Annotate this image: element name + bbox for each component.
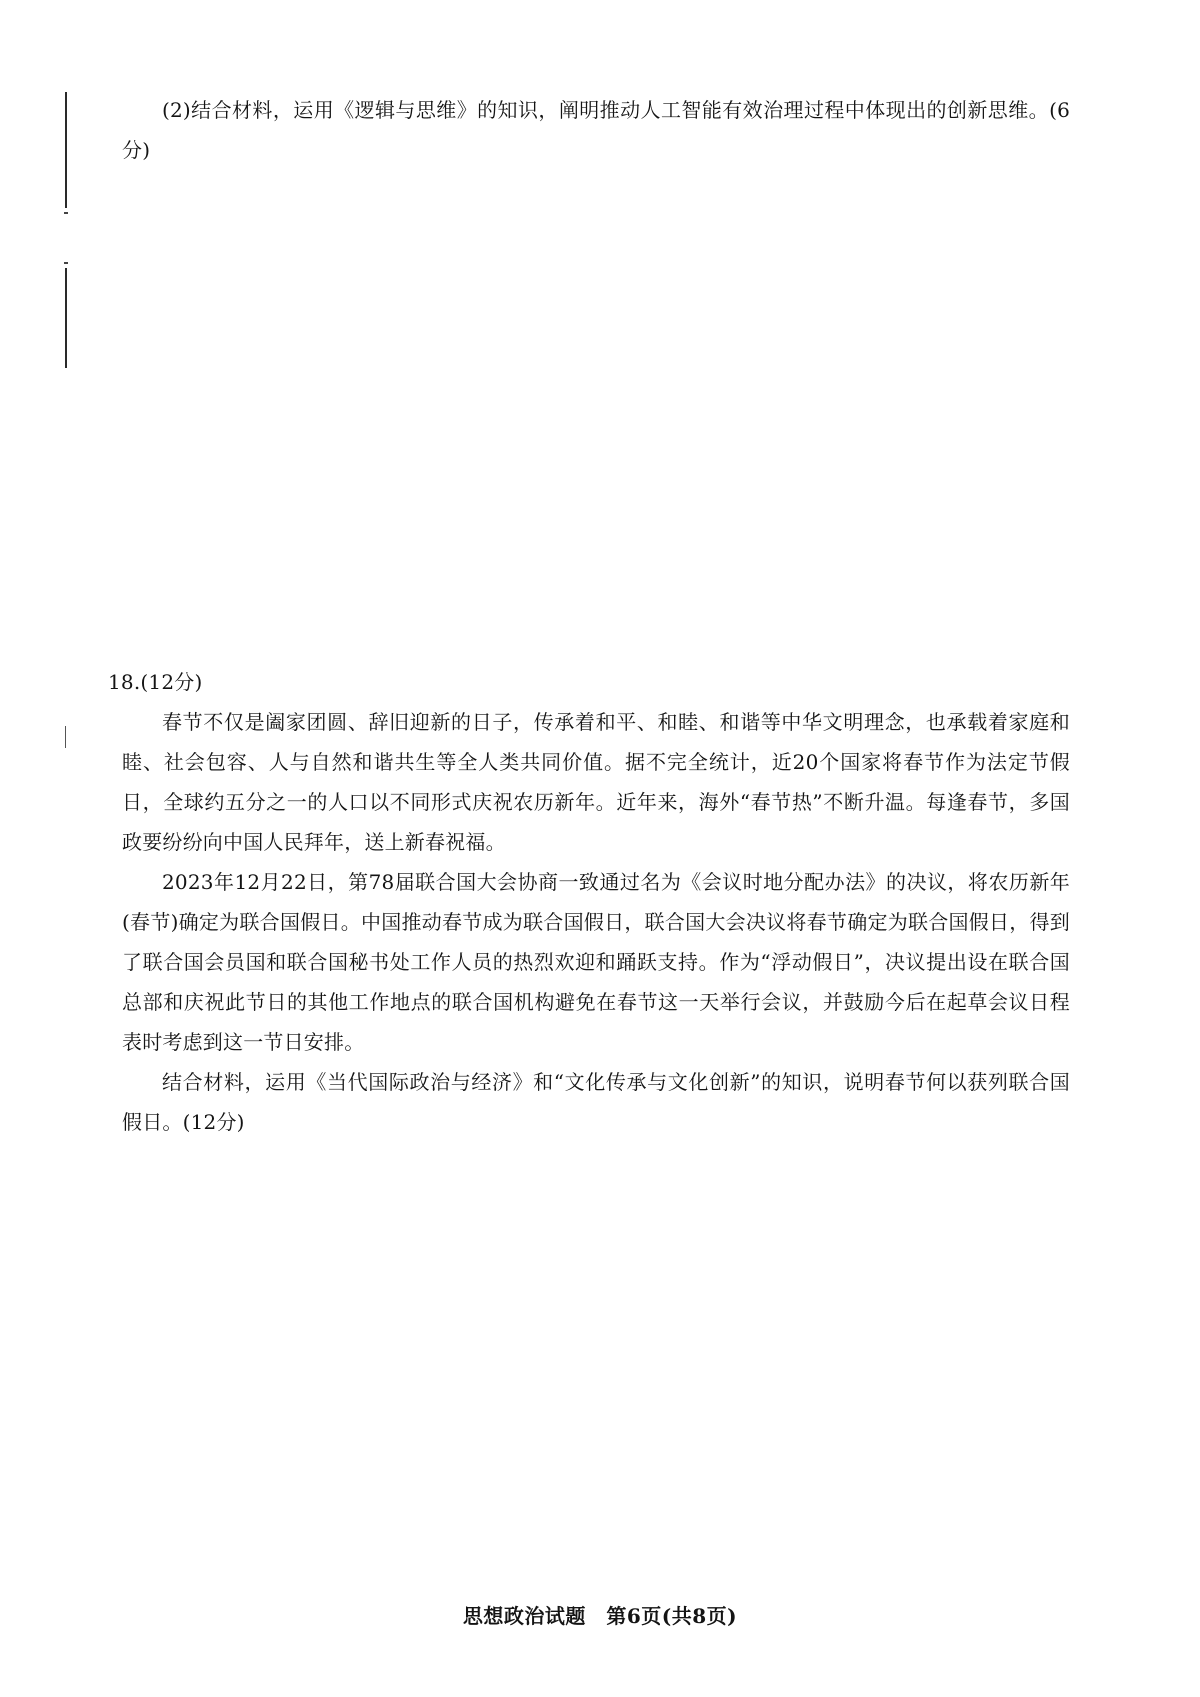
binding-margin-tick <box>64 262 68 264</box>
binding-margin-line <box>65 92 67 208</box>
binding-margin-line <box>65 268 67 368</box>
question-18-prompt: 结合材料，运用《当代国际政治与经济》和“文化传承与文化创新”的知识，说明春节何以获列联合国假日。(12分) <box>122 1070 1070 1134</box>
question-17-part-2: (2)结合材料，运用《逻辑与思维》的知识，阐明推动人工智能有效治理过程中体现出的创新思维。(6分) <box>122 98 1070 162</box>
binding-margin-tick <box>64 212 68 214</box>
question-18-material-paragraph-1: 春节不仅是阖家团圆、辞旧迎新的日子，传承着和平、和睦、和谐等中华文明理念，也承载着家庭和睦、社会包容、人与自然和谐共生等全人类共同价值。据不完全统计，近20个国家将春节作为法定节假日，全球约五分之一的人口以不同形式庆祝农历新年。近年来，海外“春节热”不断升温。每逢春节，多国政要纷纷向中国人民拜年，送上新春祝福。 <box>122 710 1070 854</box>
question-18-heading: 18.(12分) <box>108 670 203 694</box>
question-18-material-paragraph-2: 2023年12月22日，第78届联合国大会协商一致通过名为《会议时地分配办法》的决议，将农历新年(春节)确定为联合国假日。中国推动春节成为联合国假日，联合国大会决议将春节确定为联合国假日，得到了联合国会员国和联合国秘书处工作人员的热烈欢迎和踊跃支持。作为“浮动假日”，决议提出设在联合国总部和庆祝此节日的其他工作地点的联合国机构避免在春节这一天举行会议，并鼓励今后在起草会议日程表时考虑到这一节日安排。 <box>122 870 1070 1054</box>
binding-margin-line <box>65 726 66 748</box>
page-footer: 思想政治试题 第6页(共8页) <box>462 1604 738 1628</box>
